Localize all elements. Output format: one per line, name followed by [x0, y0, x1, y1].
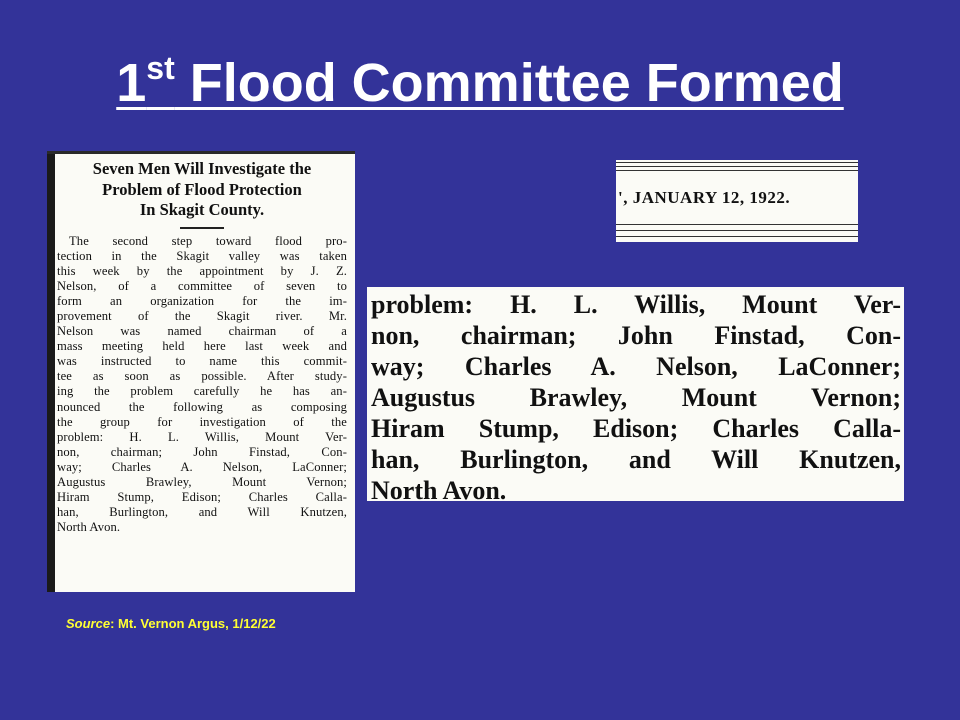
- zoom-line: Hiram Stump, Edison; Charles Calla-: [371, 414, 901, 443]
- zoomed-text: [371, 289, 901, 501]
- date-rule-top: [616, 162, 858, 163]
- article-line: Nelson, of a committee of seven to: [57, 278, 347, 293]
- article-line: mass meeting held here last week and: [57, 339, 347, 354]
- article-line: non, chairman; John Finstad, Con-: [57, 444, 347, 459]
- date-rule-bottom-2: [616, 230, 858, 231]
- source-citation: [66, 616, 276, 631]
- date-rule-top-3: [616, 170, 858, 171]
- article-line: han, Burlington, and Will Knutzen,: [57, 505, 347, 520]
- article-line: the group for investigation of the: [57, 414, 347, 429]
- zoom-line: non, chairman; John Finstad, Con-: [371, 321, 901, 350]
- clipping-headline: [57, 159, 347, 221]
- article-line: form an organization for the im-: [57, 293, 347, 308]
- title-superscript: st: [146, 50, 175, 86]
- clipping-top-rule: [47, 151, 355, 154]
- date-rule-bottom-3: [616, 236, 858, 237]
- clipping-article: [57, 234, 347, 536]
- headline-divider: [180, 227, 224, 229]
- zoom-line: Augustus Brawley, Mount Vernon;: [371, 383, 901, 412]
- article-line: Hiram Stump, Edison; Charles Calla-: [57, 490, 347, 505]
- headline-line: Seven Men Will Investigate the: [92, 159, 312, 178]
- date-rule-top-2: [616, 166, 858, 167]
- headline-line: Problem of Flood Protection: [102, 179, 302, 199]
- newspaper-date-clipping: [616, 160, 858, 242]
- title-prefix: 1: [116, 53, 147, 113]
- newspaper-clipping-zoomed: [367, 287, 904, 501]
- article-line: problem: H. L. Willis, Mount Ver-: [57, 429, 347, 444]
- slide-title: [0, 50, 960, 113]
- clipping-dark-edge: [47, 151, 55, 592]
- newspaper-clipping-main: [47, 151, 355, 592]
- zoom-line: North Avon.: [371, 476, 507, 501]
- source-label: Source: [66, 616, 111, 631]
- headline-line: In Skagit County.: [139, 200, 265, 219]
- article-line: tee as soon as possible. After study-: [57, 369, 347, 384]
- article-line: Nelson was named chairman of a: [57, 324, 347, 339]
- article-line: North Avon.: [57, 520, 121, 535]
- publication-date: ', JANUARY 12, 1922.: [618, 188, 791, 207]
- article-line: nounced the following as composing: [57, 399, 347, 414]
- article-line: provement of the Skagit river. Mr.: [57, 308, 347, 323]
- zoom-line: problem: H. L. Willis, Mount Ver-: [371, 290, 901, 319]
- slide-title-text: [116, 50, 844, 113]
- zoom-line: way; Charles A. Nelson, LaConner;: [371, 352, 901, 381]
- article-line: tection in the Skagit valley was taken: [57, 248, 347, 263]
- zoom-line: han, Burlington, and Will Knutzen,: [371, 445, 901, 474]
- article-line: The second step toward flood pro-: [69, 233, 347, 248]
- title-main: Flood Committee Formed: [174, 53, 844, 113]
- date-rule-bottom: [616, 224, 858, 225]
- source-text: : Mt. Vernon Argus, 1/12/22: [110, 616, 276, 631]
- article-line: Augustus Brawley, Mount Vernon;: [57, 475, 347, 489]
- article-line: way; Charles A. Nelson, LaConner;: [57, 459, 347, 474]
- article-line: ing the problem carefully he has an-: [57, 384, 347, 399]
- clipping-body: [57, 159, 347, 535]
- article-line: was instructed to name this commit-: [57, 354, 347, 369]
- article-line: this week by the appointment by J. Z.: [57, 263, 347, 278]
